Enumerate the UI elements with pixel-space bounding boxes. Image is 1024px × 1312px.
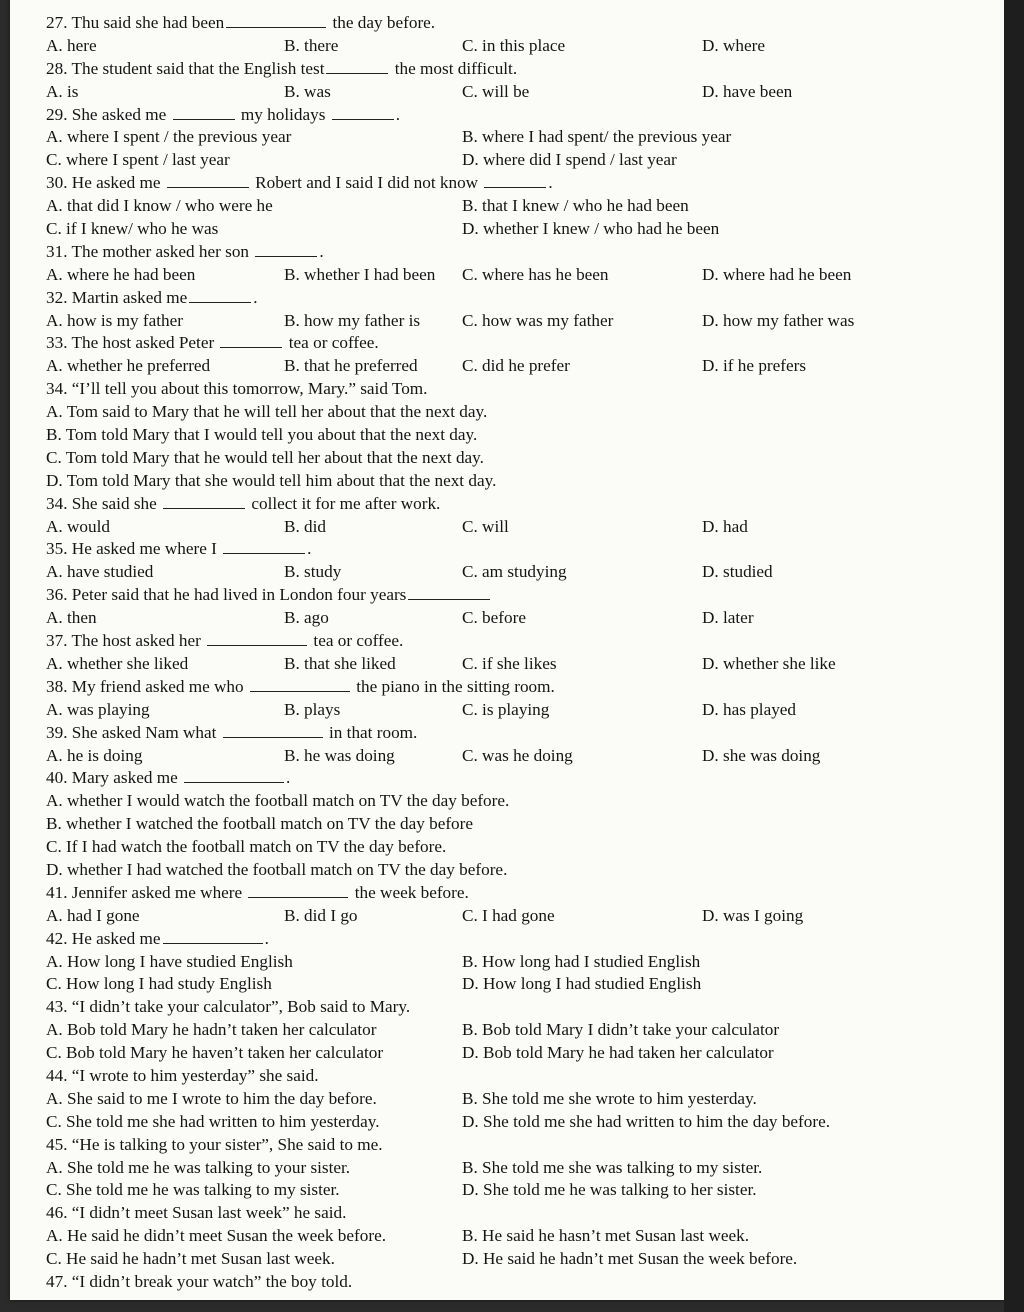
answer-option: B. plays	[284, 699, 341, 719]
answer-option: D. where did I spend / last year	[462, 150, 677, 170]
answer-option: B. He said he hasn’t met Susan last week.	[462, 1226, 750, 1246]
question-text: 34. She said she	[46, 493, 162, 513]
options-row	[46, 81, 996, 104]
options-row	[46, 973, 996, 996]
options-row	[46, 401, 996, 424]
question-text: 32. Martin asked me	[46, 287, 188, 307]
answer-option: B. was	[284, 81, 331, 101]
question-stem	[46, 58, 996, 81]
answer-option: C. I had gone	[462, 905, 555, 925]
answer-option: B. did	[284, 516, 327, 536]
question-text: 31. The mother asked her son	[46, 241, 254, 261]
question-text: 44. “I wrote to him yesterday” she said.	[46, 1065, 319, 1085]
question-text: 42. He asked me	[46, 928, 161, 948]
answer-option: D. Tom told Mary that she would tell him about that the next day.	[46, 470, 497, 490]
options-row	[46, 447, 996, 470]
answer-option: B. that she liked	[284, 653, 396, 673]
options-row	[46, 35, 996, 58]
answer-option: A. How long I have studied English	[46, 951, 293, 971]
answer-option: B. How long had I studied English	[462, 951, 701, 971]
answer-blank	[167, 173, 249, 188]
answer-option: C. Bob told Mary he haven’t taken her calculator	[46, 1043, 384, 1063]
answer-blank	[326, 59, 388, 74]
answer-option: D. where had he been	[702, 264, 852, 284]
question-stem	[46, 767, 996, 790]
answer-option: A. He said he didn’t meet Susan the week before.	[46, 1226, 386, 1246]
answer-blank	[207, 631, 307, 646]
question-text: .	[307, 539, 312, 559]
question-stem	[46, 1202, 996, 1225]
answer-option: C. is playing	[462, 699, 550, 719]
answer-option: B. that I knew / who he had been	[462, 196, 689, 216]
question-stem	[46, 630, 996, 653]
answer-option: B. there	[284, 35, 339, 55]
answer-blank	[484, 173, 546, 188]
question-stem	[46, 996, 996, 1019]
options-row	[46, 424, 996, 447]
answer-option: B. he was doing	[284, 745, 395, 765]
answer-option: A. where I spent / the previous year	[46, 127, 292, 147]
answer-option: A. whether I would watch the football match on TV the day before.	[46, 791, 510, 811]
answer-option: C. She told me he was talking to my sister.	[46, 1180, 340, 1200]
options-row	[46, 355, 996, 378]
question-text: 30. He asked me	[46, 173, 165, 193]
worksheet-page	[10, 0, 1004, 1300]
options-row	[46, 1111, 996, 1134]
question-stem	[46, 676, 996, 699]
answer-option: C. in this place	[462, 35, 566, 55]
answer-blank	[223, 539, 305, 554]
question-text: collect it for me after work.	[247, 493, 441, 513]
answer-option: B. where I had spent/ the previous year	[462, 127, 732, 147]
question-text: .	[395, 104, 400, 124]
answer-option: C. will	[462, 516, 509, 536]
options-row	[46, 951, 996, 974]
answer-option: D. whether I knew / who had he been	[462, 219, 720, 239]
question-stem	[46, 241, 996, 264]
options-row	[46, 1157, 996, 1180]
answer-option: A. then	[46, 608, 97, 628]
answer-option: A. he is doing	[46, 745, 143, 765]
question-stem	[46, 882, 996, 905]
options-row	[46, 813, 996, 836]
answer-option: D. later	[702, 608, 754, 628]
answer-option: C. If I had watch the football match on TV the day before.	[46, 837, 447, 857]
answer-option: A. Tom said to Mary that he will tell her about that the next day.	[46, 402, 488, 422]
answer-option: A. here	[46, 35, 97, 55]
answer-option: B. whether I had been	[284, 264, 436, 284]
question-stem	[46, 584, 996, 607]
question-text: .	[319, 241, 324, 261]
answer-option: D. whether she like	[702, 653, 836, 673]
options-row	[46, 149, 996, 172]
answer-blank	[332, 105, 394, 120]
answer-option: A. whether he preferred	[46, 356, 211, 376]
answer-option: B. whether I watched the football match on TV the day before	[46, 814, 474, 834]
options-row	[46, 790, 996, 813]
answer-option: A. had I gone	[46, 905, 140, 925]
options-row	[46, 218, 996, 241]
answer-option: C. before	[462, 608, 526, 628]
answer-option: D. she was doing	[702, 745, 821, 765]
question-stem	[46, 1134, 996, 1157]
question-stem	[46, 332, 996, 355]
answer-option: C. He said he hadn’t met Susan last week.	[46, 1249, 335, 1269]
answer-option: D. She told me she had written to him the day before.	[462, 1111, 831, 1131]
question-text: 43. “I didn’t take your calculator”, Bob said to Mary.	[46, 997, 411, 1017]
question-text: 40. Mary asked me	[46, 768, 183, 788]
answer-option: C. am studying	[462, 562, 567, 582]
answer-option: B. She told me she was talking to my sister.	[462, 1157, 763, 1177]
question-text: 33. The host asked Peter	[46, 333, 219, 353]
answer-option: D. Bob told Mary he had taken her calculator	[462, 1043, 774, 1063]
answer-blank	[250, 677, 350, 692]
options-row	[46, 561, 996, 584]
answer-option: D. where	[702, 35, 765, 55]
answer-blank	[220, 333, 282, 348]
question-list	[46, 12, 996, 1294]
question-text: the week before.	[350, 882, 469, 902]
answer-option: C. where has he been	[462, 264, 609, 284]
options-row	[46, 516, 996, 539]
options-row	[46, 607, 996, 630]
answer-blank	[184, 768, 284, 783]
answer-option: D. have been	[702, 81, 793, 101]
answer-option: C. where I spent / last year	[46, 150, 230, 170]
question-text: 36. Peter said that he had lived in London four years	[46, 585, 407, 605]
answer-option: A. was playing	[46, 699, 150, 719]
answer-option: A. is	[46, 81, 79, 101]
question-stem	[46, 493, 996, 516]
question-stem	[46, 104, 996, 127]
question-text: 46. “I didn’t meet Susan last week” he said.	[46, 1203, 347, 1223]
answer-option: B. Bob told Mary I didn’t take your calculator	[462, 1020, 780, 1040]
question-text: my holidays	[236, 104, 330, 124]
answer-option: A. She said to me I wrote to him the day before.	[46, 1088, 377, 1108]
question-stem	[46, 378, 996, 401]
answer-option: B. did I go	[284, 905, 358, 925]
question-stem	[46, 12, 996, 35]
question-text: tea or coffee.	[284, 333, 379, 353]
options-row	[46, 699, 996, 722]
answer-blank	[255, 242, 317, 257]
question-text: 38. My friend asked me who	[46, 676, 248, 696]
answer-option: A. She told me he was talking to your sister.	[46, 1157, 351, 1177]
answer-option: A. have studied	[46, 562, 154, 582]
options-row	[46, 745, 996, 768]
options-row	[46, 905, 996, 928]
answer-option: D. whether I had watched the football match on TV the day before.	[46, 859, 508, 879]
answer-option: C. How long I had study English	[46, 974, 272, 994]
answer-option: C. did he prefer	[462, 356, 570, 376]
question-text: 45. “He is talking to your sister”, She said to me.	[46, 1134, 383, 1154]
question-stem	[46, 172, 996, 195]
options-row	[46, 310, 996, 333]
answer-option: B. She told me she wrote to him yesterday.	[462, 1088, 757, 1108]
question-text: .	[548, 173, 553, 193]
options-row	[46, 859, 996, 882]
answer-blank	[248, 883, 348, 898]
question-stem	[46, 538, 996, 561]
options-row	[46, 1019, 996, 1042]
answer-option: D. How long I had studied English	[462, 974, 702, 994]
options-row	[46, 836, 996, 859]
answer-option: D. He said he hadn’t met Susan the week before.	[462, 1249, 798, 1269]
question-text: 37. The host asked her	[46, 631, 206, 651]
question-text: 28. The student said that the English test	[46, 58, 325, 78]
answer-blank	[163, 929, 263, 944]
options-row	[46, 1225, 996, 1248]
answer-option: C. Tom told Mary that he would tell her about that the next day.	[46, 447, 484, 467]
options-row	[46, 470, 996, 493]
options-row	[46, 1179, 996, 1202]
question-text: 35. He asked me where I	[46, 539, 222, 559]
answer-option: D. has played	[702, 699, 797, 719]
answer-option: D. how my father was	[702, 310, 855, 330]
options-row	[46, 1042, 996, 1065]
options-row	[46, 195, 996, 218]
question-text: 39. She asked Nam what	[46, 722, 221, 742]
answer-option: D. studied	[702, 562, 773, 582]
answer-option: B. that he preferred	[284, 356, 418, 376]
answer-blank	[226, 13, 326, 28]
question-text: .	[286, 768, 291, 788]
options-row	[46, 653, 996, 676]
question-text: in that room.	[324, 722, 418, 742]
answer-option: B. study	[284, 562, 342, 582]
options-row	[46, 1088, 996, 1111]
options-row	[46, 264, 996, 287]
options-row	[46, 1248, 996, 1271]
answer-option: D. She told me he was talking to her sister.	[462, 1180, 757, 1200]
answer-option: A. where he had been	[46, 264, 196, 284]
answer-option: C. how was my father	[462, 310, 614, 330]
question-text: 27. Thu said she had been	[46, 13, 225, 32]
answer-option: C. if I knew/ who he was	[46, 219, 219, 239]
answer-option: C. if she likes	[462, 653, 557, 673]
answer-blank	[408, 585, 490, 600]
question-text: tea or coffee.	[309, 631, 404, 651]
question-stem	[46, 722, 996, 745]
question-text: 41. Jennifer asked me where	[46, 882, 247, 902]
question-text: Robert and I said I did not know	[250, 173, 483, 193]
question-stem	[46, 1271, 996, 1294]
question-text: 47. “I didn’t break your watch” the boy told.	[46, 1271, 353, 1291]
question-text: the piano in the sitting room.	[351, 676, 555, 696]
question-text: .	[253, 287, 258, 307]
question-text: the most difficult.	[390, 58, 518, 78]
answer-blank	[163, 494, 245, 509]
question-stem	[46, 928, 996, 951]
options-row	[46, 126, 996, 149]
question-text: 34. “I’ll tell you about this tomorrow, Mary.” said Tom.	[46, 379, 428, 399]
answer-option: B. ago	[284, 608, 329, 628]
answer-option: C. will be	[462, 81, 530, 101]
answer-blank	[223, 723, 323, 738]
answer-option: D. if he prefers	[702, 356, 807, 376]
answer-option: A. Bob told Mary he hadn’t taken her calculator	[46, 1020, 377, 1040]
answer-blank	[189, 288, 251, 303]
question-text: the day before.	[328, 13, 436, 32]
answer-option: A. would	[46, 516, 110, 536]
question-stem	[46, 287, 996, 310]
answer-option: A. how is my father	[46, 310, 183, 330]
answer-option: A. that did I know / who were he	[46, 196, 273, 216]
answer-option: D. had	[702, 516, 748, 536]
answer-blank	[173, 105, 235, 120]
question-text: .	[264, 928, 269, 948]
answer-option: B. how my father is	[284, 310, 421, 330]
question-stem	[46, 1065, 996, 1088]
answer-option: A. whether she liked	[46, 653, 189, 673]
question-text: 29. She asked me	[46, 104, 171, 124]
answer-option: B. Tom told Mary that I would tell you about that the next day.	[46, 425, 478, 445]
answer-option: C. She told me she had written to him yesterday.	[46, 1111, 380, 1131]
page-edge	[1004, 0, 1024, 1312]
answer-option: C. was he doing	[462, 745, 573, 765]
answer-option: D. was I going	[702, 905, 804, 925]
